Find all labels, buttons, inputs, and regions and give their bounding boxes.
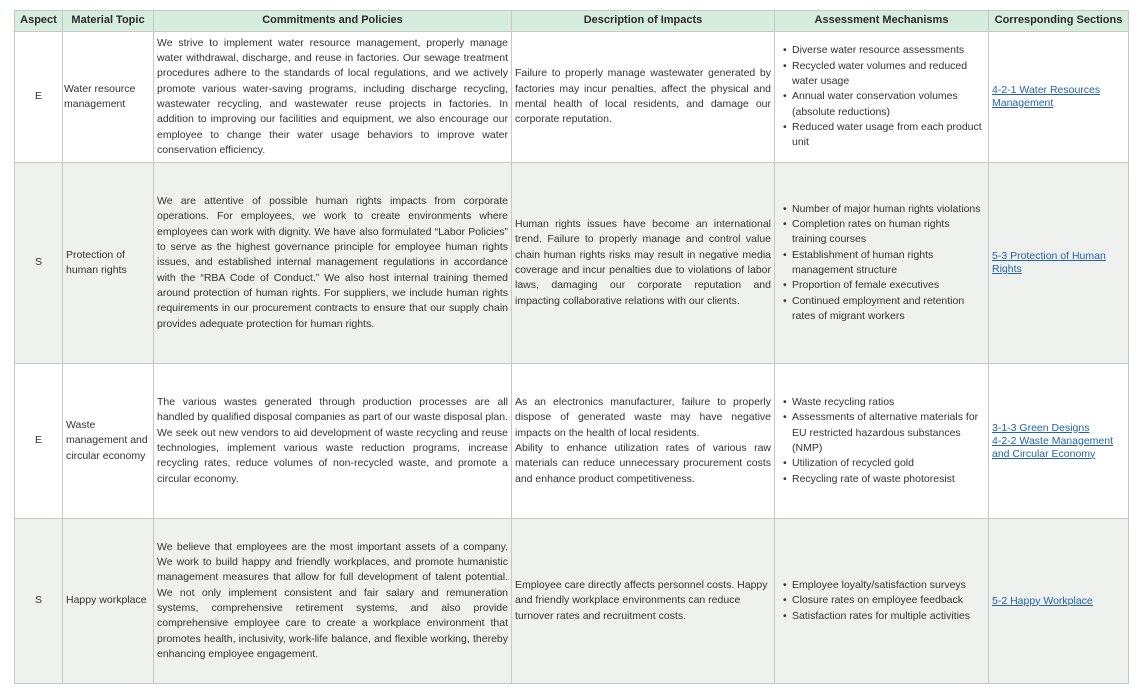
table-row bbox=[15, 32, 1129, 163]
section-link[interactable]: 5-2 Happy Workplace bbox=[992, 594, 1093, 607]
assessment-item: • Employee loyalty/satisfaction surveys bbox=[778, 578, 985, 593]
table-header-row bbox=[15, 11, 1129, 32]
assessment-item: • Proportion of female executives bbox=[778, 278, 985, 293]
assessment-item: • Establishment of human rights management structure bbox=[778, 248, 985, 279]
impacts-cell bbox=[512, 364, 775, 519]
impact-paragraph: Ability to enhance utilization rates of various raw materials can reduce unnecessary procurement costs and enhance product competitiveness. bbox=[515, 442, 771, 485]
aspect-cell: S bbox=[15, 163, 63, 364]
section-link[interactable]: 5-3 Protection of Human Rights bbox=[992, 250, 1106, 275]
sections-cell bbox=[989, 364, 1129, 519]
header-commitments: Commitments and Policies bbox=[154, 11, 512, 32]
material-topics-table bbox=[14, 10, 1129, 684]
header-impacts: Description of Impacts bbox=[512, 11, 775, 32]
aspect-cell: S bbox=[15, 519, 63, 684]
table-row bbox=[15, 163, 1129, 364]
assessment-list bbox=[778, 395, 985, 487]
assessment-cell bbox=[775, 163, 989, 364]
assessment-item: • Satisfaction rates for multiple activities bbox=[778, 609, 985, 624]
header-material-topic: Material Topic bbox=[63, 11, 154, 32]
assessment-list bbox=[778, 202, 985, 324]
material-topic-cell: Water resource management bbox=[63, 32, 154, 163]
impacts-cell: Employee care directly affects personnel costs. Happy and friendly workplace environments can reduce turnover rates and recruitment costs. bbox=[512, 519, 775, 684]
assessment-item: • Assessments of alternative materials for EU restricted hazardous substances (NMP) bbox=[778, 410, 985, 456]
header-aspect: Aspect bbox=[15, 11, 63, 32]
assessment-item: • Waste recycling ratios bbox=[778, 395, 985, 410]
assessment-item: • Recycling rate of waste photoresist bbox=[778, 472, 985, 487]
assessment-item: • Completion rates on human rights training courses bbox=[778, 217, 985, 248]
section-link[interactable]: 4-2-2 Waste Management and Circular Economy bbox=[992, 434, 1114, 460]
assessment-item: • Recycled water volumes and reduced water usage bbox=[778, 59, 985, 90]
assessment-item: • Continued employment and retention rates of migrant workers bbox=[778, 294, 985, 325]
material-topic-cell: Happy workplace bbox=[63, 519, 154, 684]
assessment-item: • Diverse water resource assessments bbox=[778, 43, 985, 58]
material-topic-cell: Waste management and circular economy bbox=[63, 364, 154, 519]
commitments-cell: We strive to implement water resource management, properly manage water withdrawal, discharge, and reuse in factories. Our sewage treatment procedures adhere to the standards of local regulations, and we actively promote various water-saving programs, including discharge recycling, wastewater recycling, and wastewater reuse projects in factories. In addition to improving our facilities and equipment, we also encourage our employee to change their water usage behaviors to improve water conservation efficiency. bbox=[154, 32, 512, 163]
assessment-cell bbox=[775, 519, 989, 684]
assessment-item: • Closure rates on employee feedback bbox=[778, 593, 985, 608]
assessment-item: • Annual water conservation volumes (absolute reductions) bbox=[778, 89, 985, 120]
impacts-cell: Failure to properly manage wastewater generated by factories may incur penalties, affect the physical and mental health of local residents, and damage our corporate reputation. bbox=[512, 32, 775, 163]
impact-paragraph: As an electronics manufacturer, failure to properly dispose of generated waste may have negative impacts on the health of local residents. bbox=[515, 396, 771, 439]
assessment-item: • Number of major human rights violations bbox=[778, 202, 985, 217]
section-link[interactable]: 3-1-3 Green Designs bbox=[992, 421, 1090, 434]
sections-cell bbox=[989, 519, 1129, 684]
table-row bbox=[15, 519, 1129, 684]
header-sections: Corresponding Sections bbox=[989, 11, 1129, 32]
sections-cell bbox=[989, 163, 1129, 364]
table-row bbox=[15, 364, 1129, 519]
material-topic-cell: Protection of human rights bbox=[63, 163, 154, 364]
assessment-cell bbox=[775, 32, 989, 163]
assessment-cell bbox=[775, 364, 989, 519]
assessment-list bbox=[778, 578, 985, 624]
section-link[interactable]: 4-2-1 Water Resources Management bbox=[992, 84, 1101, 109]
aspect-cell: E bbox=[15, 364, 63, 519]
commitments-cell: We believe that employees are the most important assets of a company. We work to build happy and friendly workplaces, and promote humanistic management measures that allow for full development of talent potential. We not only implement consistent and fair salary and remuneration systems, comprehensive retirement systems, and also provide comprehensive employee care to create a workplace environment that promotes health, inclusivity, work-life balance, and flexible working, thereby enhancing employee engagement. bbox=[154, 519, 512, 684]
impacts-cell: Human rights issues have become an international trend. Failure to properly manage and control value chain human rights risks may result in negative media coverage and incur penalties due to violations of labor laws, damaging our corporate reputation and impacting collaborative relations with our clients. bbox=[512, 163, 775, 364]
aspect-cell: E bbox=[15, 32, 63, 163]
header-assessment: Assessment Mechanisms bbox=[775, 11, 989, 32]
commitments-cell: We are attentive of possible human rights impacts from corporate operations. For employees, we work to create environments where employees can work with dignity. We have also formulated “Labor Policies” to serve as the highest governance principle for employee human rights issues, and established internal management regulations in accordance with the “RBA Code of Conduct.” We also host internal training themed around protection of human rights. For suppliers, we include human rights requirements in our procurement contracts to ensure that our supply chain provides adequate protection for human rights. bbox=[154, 163, 512, 364]
assessment-list bbox=[778, 43, 985, 150]
commitments-cell: The various wastes generated through production processes are all handled by qualified disposal companies as part of our waste disposal plan. We seek out new vendors to aid development of waste recycling and reuse technologies, implement various waste reduction programs, increase recycling rates, reduce volumes of non-recycled waste, and promote a circular economy. bbox=[154, 364, 512, 519]
sections-cell bbox=[989, 32, 1129, 163]
assessment-item: • Utilization of recycled gold bbox=[778, 456, 985, 471]
assessment-item: • Reduced water usage from each product unit bbox=[778, 120, 985, 151]
